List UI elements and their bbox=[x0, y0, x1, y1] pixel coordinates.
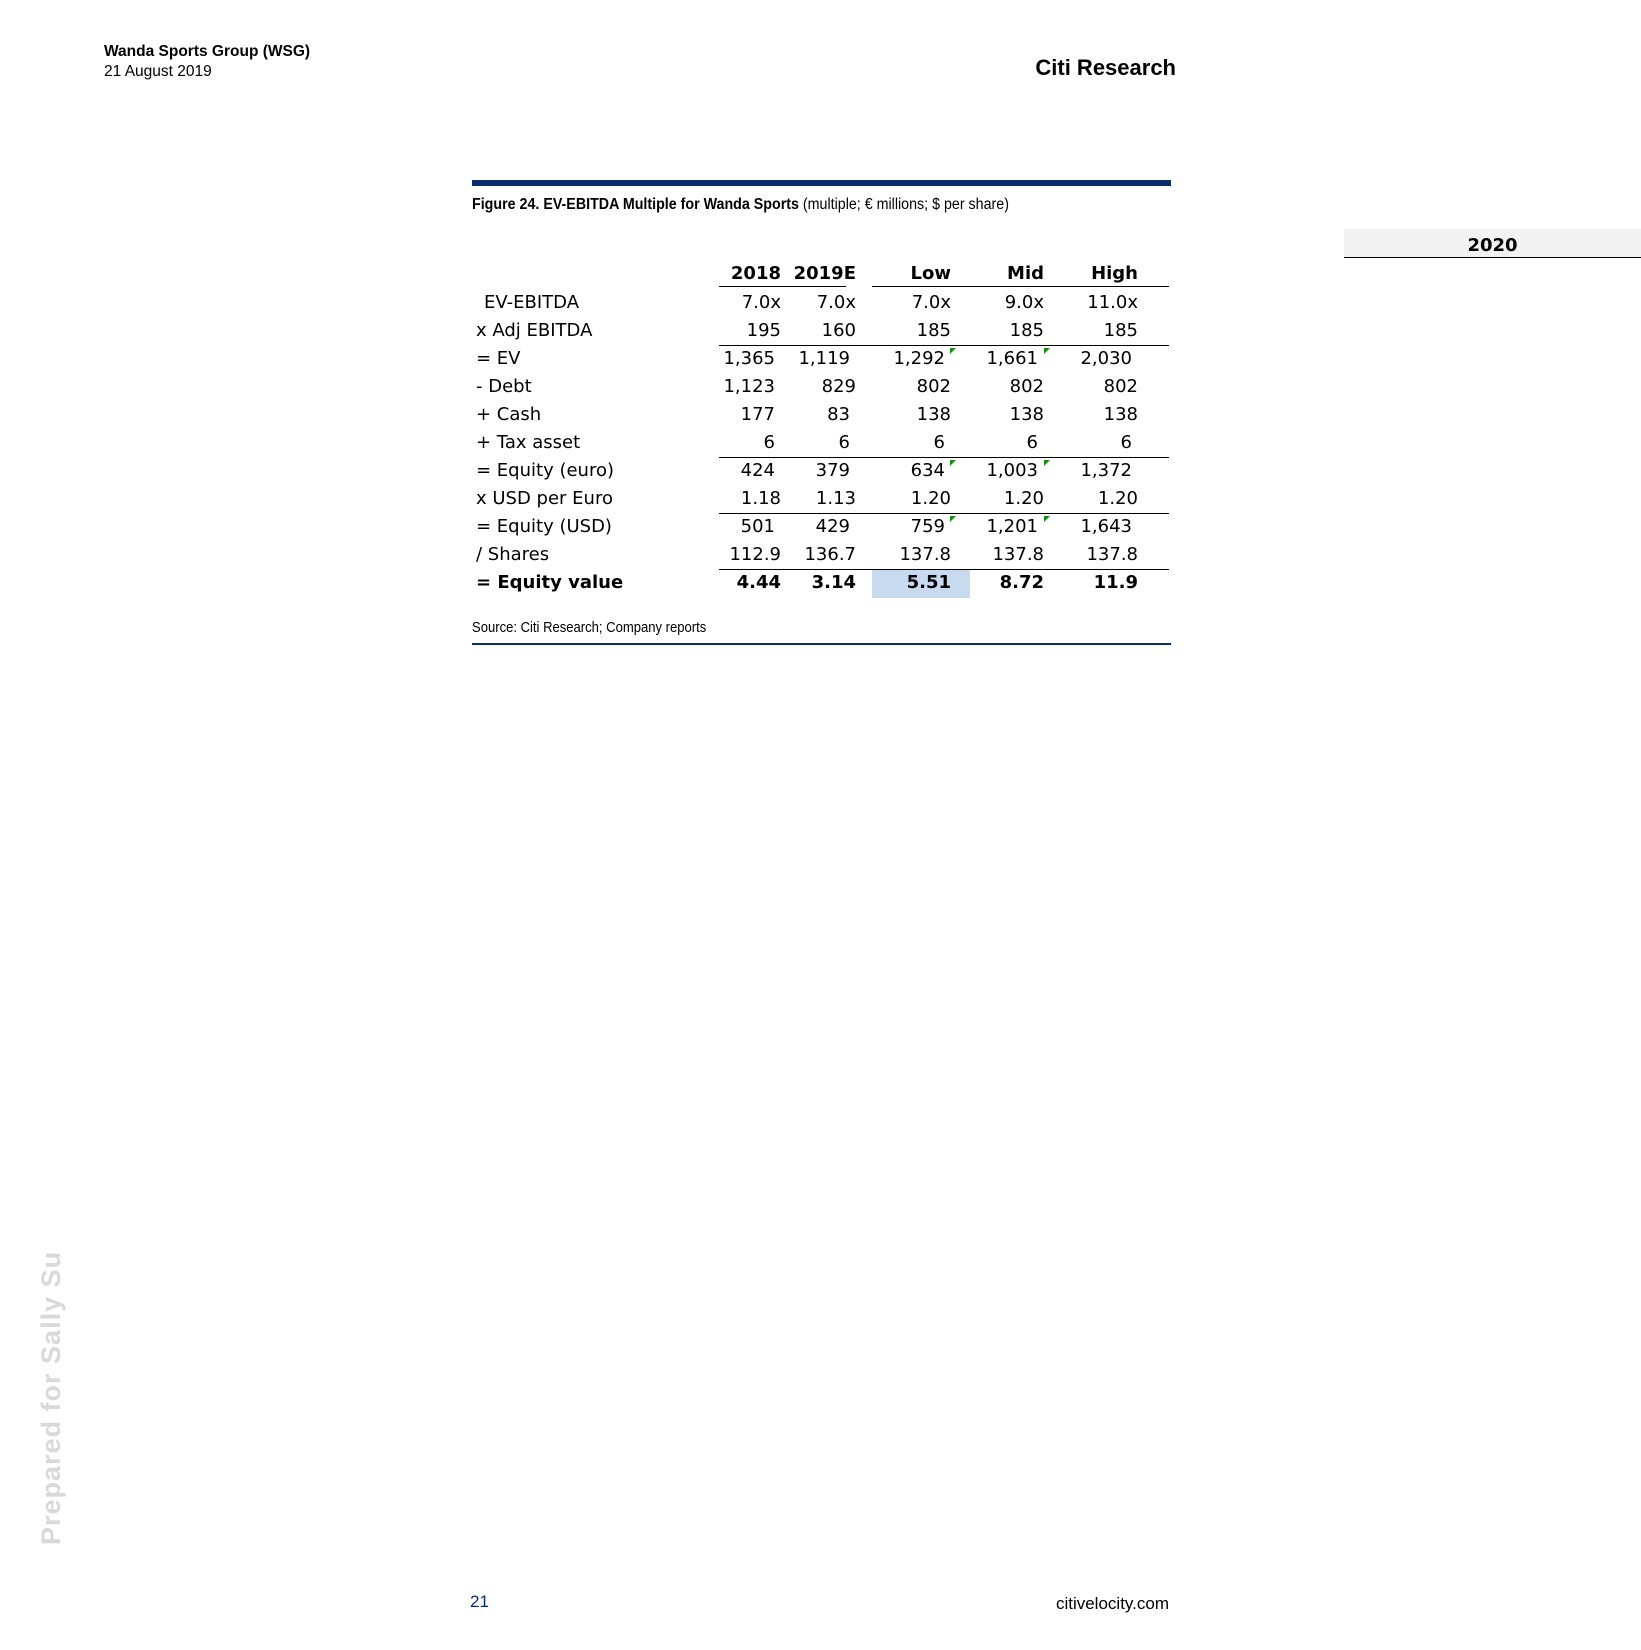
year-group-header: 2020 bbox=[1467, 235, 1518, 256]
table-cell: 112.9 bbox=[729, 544, 781, 565]
table-cell: 802 bbox=[916, 376, 951, 397]
table-cell: 138 bbox=[1009, 404, 1044, 425]
table-cell: 501 bbox=[740, 516, 775, 537]
header-underline bbox=[719, 286, 846, 287]
valuation-table bbox=[472, 228, 1518, 613]
row-label: / Shares bbox=[476, 544, 550, 565]
table-cell: 1,365 bbox=[723, 348, 775, 369]
cell-comment-marker-icon bbox=[950, 348, 956, 354]
table-cell: 137.8 bbox=[1086, 544, 1138, 565]
table-cell: 4.44 bbox=[736, 572, 781, 593]
table-cell: 1.18 bbox=[740, 488, 781, 509]
table-cell: 829 bbox=[821, 376, 856, 397]
table-cell: 9.0x bbox=[1004, 292, 1044, 313]
column-header-4: High bbox=[1091, 263, 1138, 284]
table-cell: 160 bbox=[821, 320, 856, 341]
table-cell: 8.72 bbox=[999, 572, 1044, 593]
table-cell: 1,643 bbox=[1080, 516, 1132, 537]
cell-comment-marker-icon bbox=[1044, 348, 1050, 354]
table-cell: 1,201 bbox=[986, 516, 1038, 537]
table-cell: 185 bbox=[1103, 320, 1138, 341]
subtotal-rule bbox=[719, 457, 1169, 458]
watermark: Prepared for Sally Su bbox=[36, 1250, 66, 1545]
table-cell: 802 bbox=[1009, 376, 1044, 397]
table-cell: 1.20 bbox=[910, 488, 951, 509]
table-cell: 6 bbox=[838, 432, 850, 453]
row-label: = Equity value bbox=[476, 572, 624, 593]
table-cell: 424 bbox=[740, 460, 775, 481]
figure-title-units: (multiple; € millions; $ per share) bbox=[798, 196, 1009, 213]
year-group-underline bbox=[1344, 257, 1641, 258]
table-cell: 1,661 bbox=[986, 348, 1038, 369]
figure-top-rule bbox=[472, 180, 1171, 186]
cell-comment-marker-icon bbox=[950, 516, 956, 522]
table-cell: 1.20 bbox=[1003, 488, 1044, 509]
column-header-1: 2019E bbox=[793, 263, 856, 284]
table-cell: 6 bbox=[1120, 432, 1132, 453]
table-cell: 185 bbox=[916, 320, 951, 341]
table-cell: 7.0x bbox=[741, 292, 781, 313]
row-label: = EV bbox=[476, 348, 521, 369]
subtotal-rule bbox=[719, 345, 1169, 346]
table-cell: 1,003 bbox=[986, 460, 1038, 481]
row-label: = Equity (euro) bbox=[476, 460, 614, 481]
row-label: x Adj EBITDA bbox=[476, 320, 593, 341]
cell-comment-marker-icon bbox=[1044, 516, 1050, 522]
table-cell: 1.13 bbox=[815, 488, 856, 509]
table-cell: 185 bbox=[1009, 320, 1044, 341]
page-number: 21 bbox=[470, 1592, 489, 1611]
subtotal-rule bbox=[719, 569, 1169, 570]
table-cell: 429 bbox=[815, 516, 850, 537]
table-cell: 6 bbox=[1026, 432, 1038, 453]
table-cell: 136.7 bbox=[804, 544, 856, 565]
table-cell: 3.14 bbox=[811, 572, 856, 593]
table-cell: 802 bbox=[1103, 376, 1138, 397]
figure-title-bold: Figure 24. EV-EBITDA Multiple for Wanda Sports bbox=[472, 196, 799, 213]
column-header-0: 2018 bbox=[730, 263, 781, 284]
table-cell: 634 bbox=[910, 460, 945, 481]
table-cell: 177 bbox=[740, 404, 775, 425]
row-label: = Equity (USD) bbox=[476, 516, 612, 537]
row-label: + Cash bbox=[476, 404, 542, 425]
table-cell: 1,292 bbox=[893, 348, 945, 369]
table-cell: 7.0x bbox=[816, 292, 856, 313]
table-cell: 759 bbox=[910, 516, 945, 537]
table-cell: 6 bbox=[933, 432, 945, 453]
table-cell: 83 bbox=[827, 404, 850, 425]
column-header-2: Low bbox=[910, 263, 951, 284]
table-cell: 1,123 bbox=[723, 376, 775, 397]
table-cell: 137.8 bbox=[992, 544, 1044, 565]
table-cell: 137.8 bbox=[899, 544, 951, 565]
table-cell: 1,372 bbox=[1080, 460, 1132, 481]
table-cell: 2,030 bbox=[1080, 348, 1132, 369]
header-underline bbox=[872, 286, 1169, 287]
figure-title bbox=[472, 196, 1009, 214]
figure-bottom-rule bbox=[472, 643, 1171, 645]
row-label: EV-EBITDA bbox=[484, 292, 580, 313]
company-name: Wanda Sports Group (WSG) bbox=[104, 43, 311, 60]
subtotal-rule bbox=[719, 513, 1169, 514]
table-cell: 1.20 bbox=[1097, 488, 1138, 509]
table-cell: 11.9 bbox=[1093, 572, 1138, 593]
row-label: + Tax asset bbox=[476, 432, 581, 453]
table-cell: 195 bbox=[746, 320, 781, 341]
figure-source: Source: Citi Research; Company reports bbox=[472, 620, 707, 636]
cell-comment-marker-icon bbox=[1044, 460, 1050, 466]
report-date: 21 August 2019 bbox=[104, 63, 212, 80]
table-cell: 5.51 bbox=[906, 572, 951, 593]
table-cell: 1,119 bbox=[798, 348, 850, 369]
row-label: x USD per Euro bbox=[476, 488, 613, 509]
table-cell: 138 bbox=[1103, 404, 1138, 425]
website-link[interactable]: citivelocity.com bbox=[1055, 1594, 1169, 1613]
column-header-3: Mid bbox=[1007, 263, 1044, 284]
table-cell: 379 bbox=[815, 460, 850, 481]
table-cell: 7.0x bbox=[911, 292, 951, 313]
row-label: - Debt bbox=[476, 376, 532, 397]
brand-name: Citi Research bbox=[1035, 55, 1176, 80]
cell-comment-marker-icon bbox=[950, 460, 956, 466]
table-cell: 11.0x bbox=[1087, 292, 1138, 313]
table-cell: 6 bbox=[763, 432, 775, 453]
table-cell: 138 bbox=[916, 404, 951, 425]
